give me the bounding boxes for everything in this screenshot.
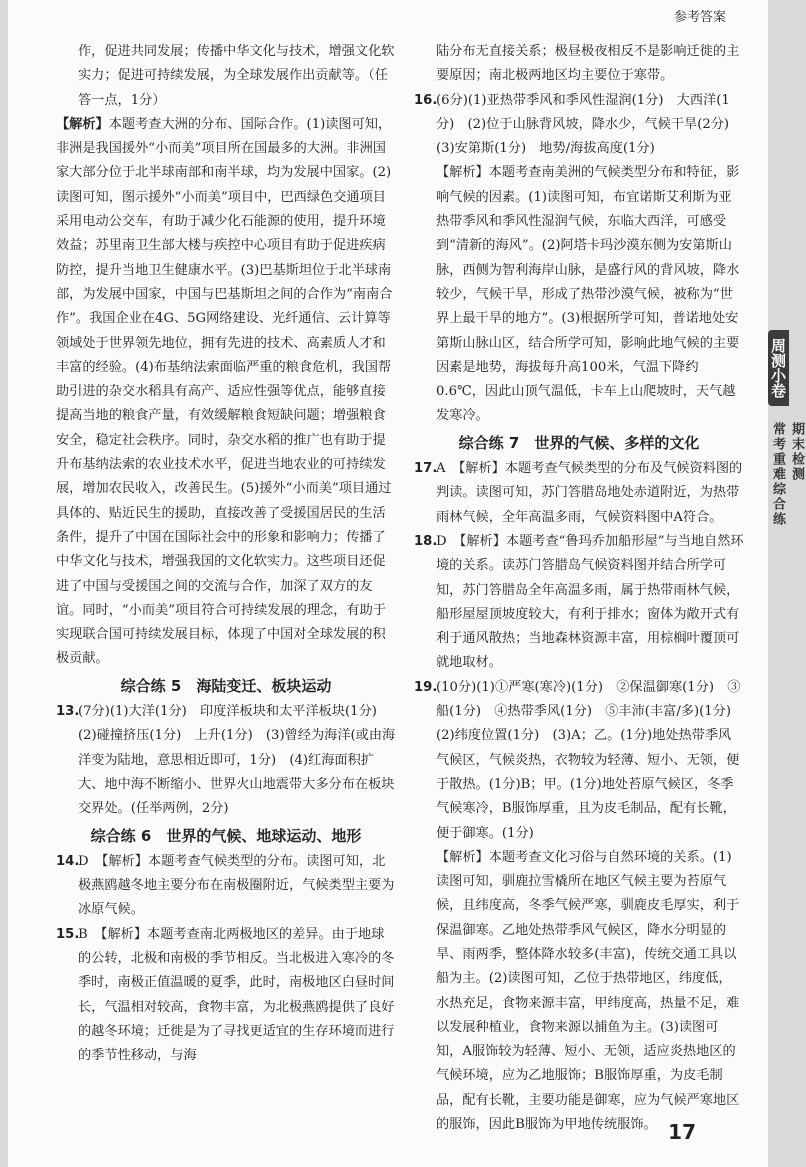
question-14: 14. D 【解析】本题考查气候类型的分布。读图可知，北极燕鸥越冬地主要分布在南极圈附近，气候类型主要为冰原气候。	[56, 853, 395, 918]
section-heading-6: 综合练 6 世界的气候、地球运动、地形	[90, 826, 362, 845]
header-title: 参考答案	[673, 10, 726, 25]
question-18: 18. D 【解析】本题考查“鲁玛乔加船形屋”与当地自然环境的关系。读苏门答腊岛气候资料图并结合所学可知，苏门答腊岛全年高温多雨，属于热带雨林气候，船形屋屋顶坡度较大，有利于排水；窗体为敞开式有利于通风散热；当地森林资源丰富，用棕榈叶覆顶可就地取材。	[414, 533, 744, 671]
side-tab-list	[768, 422, 806, 541]
right-column	[414, 40, 744, 1137]
section-heading-7: 综合练 7 世界的气候、多样的文化	[458, 433, 700, 452]
q19-explanation: 【解析】本题考查文化习俗与自然环境的关系。(1)读图可知，驯鹿拉雪橇所在地区气候主要为苔原气候，且纬度高，冬季气候严寒，驯鹿皮毛厚实，利于保温御寒。乙地处热带季风气候区，降水分明显的旱、雨两季，整体降水较多(丰富)，传统交通工具以船为主。(2)读图可知，乙位于热带地区，纬度低，水热充足，食物来源丰富，甲纬度高，热量不足，难以发展种植业，食物来源以捕鱼为主。(3)读图可知，A服饰较为轻薄、短小、无领，适应炎热地区的气候环境，应为乙地服饰；B服饰厚重，为皮毛制品，配有长靴，主要功能是御寒，应为气候严寒地区的服饰，因此B服饰为甲地传统服饰。	[436, 849, 740, 1133]
question-17: 17. A 【解析】本题考查气候类型的分布及气候资料图的判读。读图可知，苏门答腊岛地处赤道附近，为热带雨林气候，全年高温多雨，气候资料图中A符合。	[414, 461, 743, 525]
question-15: 15. B 【解析】本题考查南北两极地区的差异。由于地球的公转，北极和南极的季节相反。当北极进入寒冷的冬季时，南极正值温暖的夏季，此时，南极地区白昼时间长，气温相对较高，食物丰富，为北极燕鸥提供了良好的越冬环境；迁徙是为了寻找更适宜的生存环境而进行的季节性移动，与海	[56, 926, 395, 1064]
side-tab	[768, 330, 804, 541]
left-column	[56, 40, 396, 1068]
question-13: 13. (7分)(1)大洋(1分) 印度洋板块和太平洋板块(1分) (2)碰撞挤压(1分) 上升(1分) (3)曾经为海洋(或由海洋变为陆地，意思相近即可，1分) (4)红海面积扩大、地中海不断缩小、世界火山地震带大多分布在板块交界处。(任举两例，2分)	[56, 704, 396, 817]
page	[8, 0, 768, 1167]
side-tab-weekly: 周测小卷	[768, 330, 789, 406]
explanation-label: 【解析】	[56, 116, 109, 132]
side-tab-final: 期末检测	[789, 422, 804, 482]
q12-explanation: 【解析】本题考查大洲的分布、国际合作。(1)读图可知，非洲是我国援外“小而美”项目所在国最多的大洲。非洲国家大部分位于北半球南部和南半球，均为发展中国家。(2)读图可知，图示援外“小而美”项目中，巴西绿色交通项目采用电动公交车，有助于减少化石能源的使用，提升环境效益；苏里南卫生部大楼与疾控中心项目有助于促进疾病防控，提升当地卫生健康水平。(3)巴基斯坦位于北半球南部，为发展中国家，中国与巴基斯坦之间的合作为“南南合作”。我国企业在4G、5G网络建设、光纤通信、云计算等领域处于世界领先地位，拥有先进的技术、高素质人才和丰富的经验。(4)布基纳法索面临严重的粮食危机，我国帮助引进的杂交水稻具有高产、适应性强等优点，能够直接提高当地的粮食产量，有效缓解粮食短缺问题；增强粮食安全，稳定社会秩序。同时，杂交水稻的推广也有助于提升布基纳法索的农业技术水平，促进当地农业的可持续发展，增加农民收入，改善民生。(5)援外“小而美”项目通过具体的、贴近民生的援助，直接改善了受援国居民的生活条件，提升了中国在国际社会中的形象和影响力；传播了中华文化与技术，增强我国的文化软实力。这些项目还促进了中国与受援国之间的交流与合作，加深了双方的友谊。同时，“小而美”项目符合可持续发展的理念，有助于实现联合国可持续发展目标，体现了中国对全球发展的积极贡献。	[56, 116, 393, 667]
q15-tail: 陆分布无直接关系；极昼极夜相反不是影响迁徙的主要原因；南北极两地区均主要位于寒带。	[436, 44, 740, 84]
question-19: 19. (10分)(1)①严寒(寒冷)(1分) ②保温御寒(1分) ③船(1分) ④热带季风(1分) ⑤丰沛(丰富/多)(1分) (2)纬度位置(1分) (3)A；乙。(1分)地处热带季风气候区，气候炎热，衣物较为轻薄、短小、无领，便于散热。(1分)B；甲。(1分)地处苔原气候区，冬季气候寒冷，B服饰厚重，且为皮毛制品，配有长靴，便于御寒。(1分)	[414, 679, 745, 841]
side-tab-practice: 常考重难综合练	[770, 422, 785, 527]
q12-answer-tail: 作，促进共同发展；传播中华文化与技术，增强文化软实力；促进可持续发展，为全球发展作出贡献等。（任答一点，1分）	[78, 44, 395, 108]
q16-explanation: 【解析】本题考查南美洲的气候类型分布和特征，影响气候的因素。(1)读图可知，布宜诺斯艾利斯为亚热带季风和季风性湿润气候，东临大西洋，可感受到“清新的海风”。(2)阿塔卡玛沙漠东侧为安第斯山脉，西侧为智利海岸山脉，是盛行风的背风坡，降水较少，气候干旱，形成了热带沙漠气候，被称为“世界上最干旱的地方”。(3)根据所学可知，普诺地处安第斯山脉山区，结合所学可知，影响此地气候的主要因素是地势，海拔每升高100米，气温下降约0.6℃，因此山顶气温低，卡车上山爬坡时，天气越发寒冷。	[436, 165, 740, 424]
section-heading-5: 综合练 5 海陆变迁、板块运动	[120, 676, 332, 695]
page-number: 17	[668, 1120, 696, 1144]
question-16: 16. (6分)(1)亚热带季风和季风性湿润(1分) 大西洋(1分) (2)位于山脉背风坡，降水少，气候干旱(2分) (3)安第斯(1分) 地势/海拔高度(1分)	[414, 92, 743, 157]
